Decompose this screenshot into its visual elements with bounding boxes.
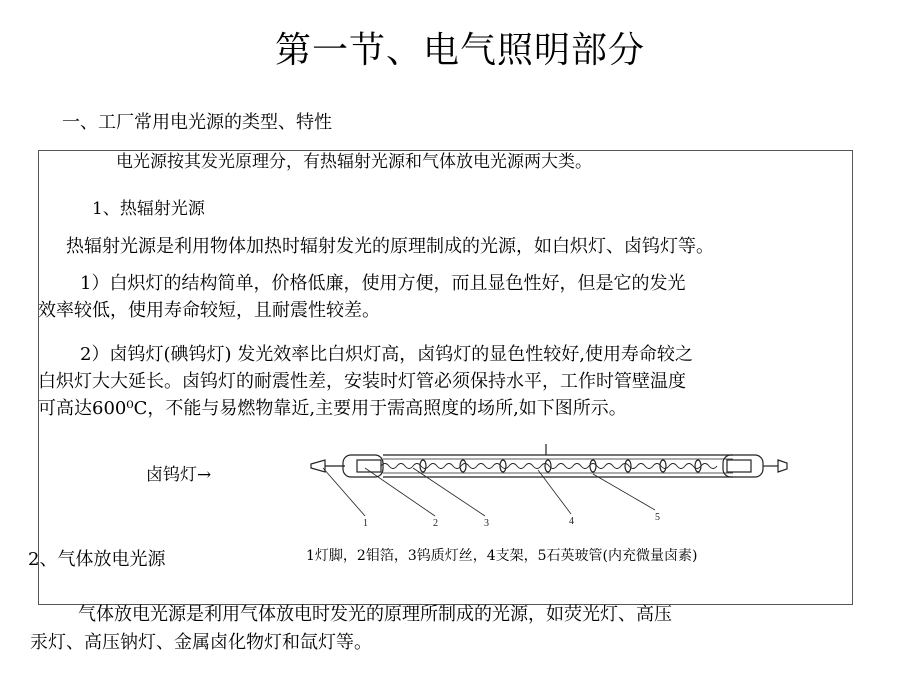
part-number-4: 4 [569, 516, 574, 527]
lamp-pin-right [778, 460, 787, 472]
halogen-line-2: 白炽灯大大延长。卤钨灯的耐震性差，安装时灯管必须保持水平，工作时管壁温度 [38, 371, 686, 392]
incandescent-line-1: 1）白炽灯的结构简单，价格低廉，使用方便，而且显色性好，但是它的发光 [80, 273, 686, 294]
gas-discharge-line-1: 气体放电光源是利用气体放电时发光的原理所制成的光源，如荧光灯、高压 [78, 604, 672, 625]
halogen-line-1: 2）卤钨灯(碘钨灯) 发光效率比白炽灯高，卤钨灯的显色性较好,使用寿命较之 [80, 344, 693, 365]
support-6 [625, 460, 631, 472]
molybdenum-foil-left [357, 460, 381, 472]
lamp-end-left [343, 455, 383, 477]
quartz-tube [383, 455, 733, 477]
intro-text: 电光源按其发光原理分，有热辐射光源和气体放电光源两大类。 [116, 152, 592, 172]
thermal-description: 热辐射光源是利用物体加热时辐射发光的原理制成的光源，如白炽灯、卤钨灯等。 [66, 236, 714, 257]
lamp-pin-left [311, 460, 325, 472]
halogen-lamp-drawing [303, 438, 790, 533]
molybdenum-foil-right [727, 460, 751, 472]
support-8 [695, 460, 701, 472]
subheading-gas-discharge: 2、气体放电光源 [28, 549, 166, 570]
figure-caption: 1灯脚，2钼箔，3钨质灯丝，4支架，5石英玻管(内充微量卤素) [306, 548, 698, 564]
subheading-thermal: 1、热辐射光源 [92, 199, 205, 219]
part-number-2: 2 [433, 518, 438, 529]
halogen-line-3: 可高达600⁰C，不能与易燃物靠近,主要用于需高照度的场所,如下图所示。 [38, 398, 627, 419]
lamp-end-right [723, 455, 763, 477]
halogen-lamp-diagram [303, 438, 790, 533]
support-4 [545, 460, 551, 472]
part-number-1: 1 [363, 518, 368, 529]
support-5 [590, 460, 596, 472]
section-heading: 一、工厂常用电光源的类型、特性 [62, 112, 332, 133]
page-title: 第一节、电气照明部分 [274, 30, 645, 71]
incandescent-line-2: 效率较低，使用寿命较短，且耐震性较差。 [38, 300, 380, 321]
part-number-5: 5 [655, 512, 660, 523]
part-number-3: 3 [484, 518, 489, 529]
figure-label: 卤钨灯→ [146, 465, 212, 485]
gas-discharge-line-2: 汞灯、高压钠灯、金属卤化物灯和氙灯等。 [30, 632, 372, 653]
